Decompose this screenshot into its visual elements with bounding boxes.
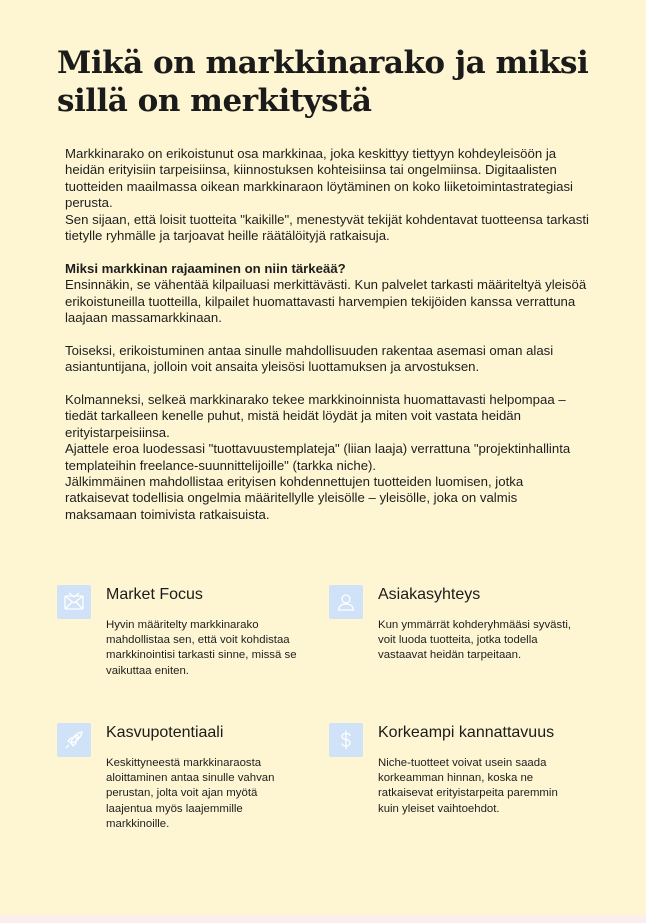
feature-description: Kun ymmärrät kohderyhmääsi syvästi, voit luoda tuotteita, jotka todella vastaavat heidän tarpeitaan. [378, 619, 572, 662]
intro-paragraph: Markkinarako on erikoistunut osa markkinaa, joka keskittyy tiettyyn kohdeyleisöön ja heidän erityisiin tarpeisiinsa, kiinnostuksen kohteisiinsa tai ongelmiinsa. Digitaalisten tuotteiden maailmassa oikean markkinaraon löytäminen on koko liiketoimintastrategiasi perusta. [65, 146, 573, 211]
user-icon [329, 585, 363, 619]
bottom-edge [0, 915, 646, 923]
feature-title: Market Focus [106, 586, 203, 603]
feature-title: Asiakasyhteys [378, 586, 481, 603]
body-paragraph: Kolmanneksi, selkeä markkinarako tekee markkinoinnista huomattavasti helpompaa – tiedät tarkalleen kenelle puhut, mistä heidät löydät ja miten voit vastata heidän erityistarpeisiinsa. [65, 392, 566, 440]
feature-title: Kasvupotentiaali [106, 724, 224, 741]
dollar-icon [329, 723, 363, 757]
feature-description: Hyvin määritelty markkinarako mahdollistaa sen, että voit kohdistaa markkinointisi tarkasti sinne, missä se vaikuttaa eniten. [106, 619, 297, 677]
section-heading: Miksi markkinan rajaaminen on niin tärkeää? [65, 260, 346, 276]
body-paragraph: Toiseksi, erikoistuminen antaa sinulle mahdollisuuden rakentaa asemasi oman alasi asiantuntijana, jolloin voit ansaita yleisösi luottamuksen ja arvostuksen. [65, 342, 554, 375]
feature-title: Korkeampi kannattavuus [378, 724, 555, 741]
body-paragraph: Jälkimmäinen mahdollistaa erityisen kohdennettujen tuotteiden luomisen, jotka ratkaisevat todellisia ongelmia määritellylle yleisölle – yleisölle, joka on valmis maksamaan toimivista ratkaisuista. [65, 474, 524, 522]
envelope-icon [57, 585, 91, 619]
body-paragraph: Ajattele eroa luodessasi "tuottavuustemplateja" (liian laaja) verrattuna "projektinhallinta templateihin freelance-suunnittelijoille" (tarkka niche). [65, 441, 571, 473]
page-title: Mikä on markkinarako ja miksi sillä on merkitystä [57, 45, 589, 119]
intro-paragraph: Sen sijaan, että loisit tuotteita "kaikille", menestyvät tekijät kohdentavat tuotteensa tarkasti tietylle ryhmälle ja tarjoavat heille räätälöityjä ratkaisuja. [65, 211, 589, 244]
body-paragraph: Ensinnäkin, se vähentää kilpailuasi merkittävästi. Kun palvelet tarkasti määriteltyä yleisöä erikoistuneilla tuotteilla, kilpailet huomattavasti harvempien tekijöiden kanssa verrattuna laajaan massamarkkinaan. [65, 277, 587, 326]
rocket-icon [57, 723, 91, 757]
feature-description: Keskittyneestä markkinaraosta aloittaminen antaa sinulle vahvan perustan, jolta voit ajan myötä laajentua myös laajemmille markkinoille. [106, 757, 275, 830]
feature-description: Niche-tuotteet voivat usein saada korkeamman hinnan, koska ne ratkaisevat erityistarpeita paremmin kuin yleiset vaihtoehdot. [378, 757, 558, 815]
article-body [65, 146, 590, 523]
